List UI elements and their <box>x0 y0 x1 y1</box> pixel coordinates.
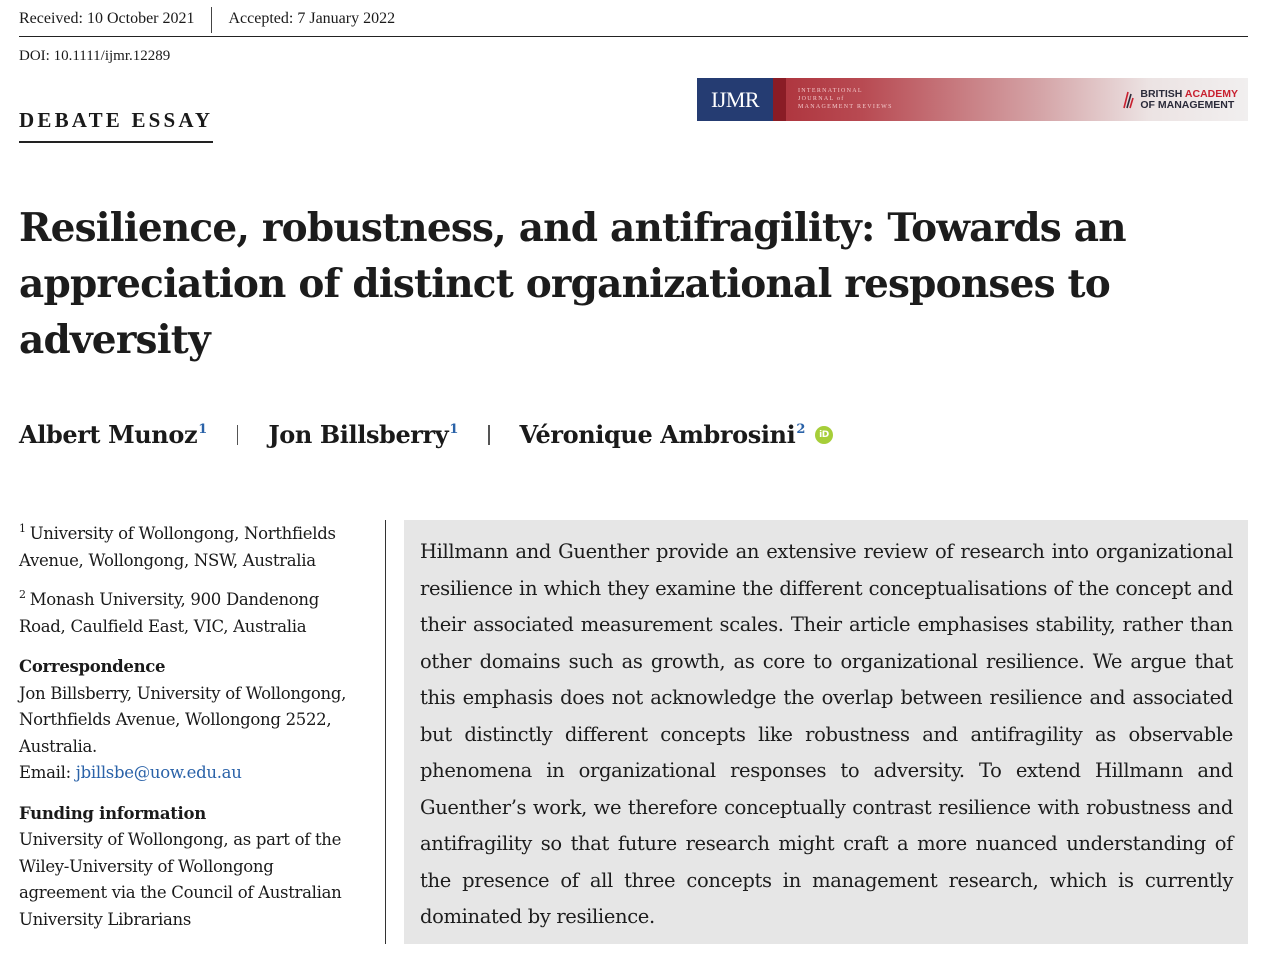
journal-name-line: INTERNATIONAL <box>798 88 863 94</box>
author-name: Albert Munoz <box>19 420 198 449</box>
affiliation-text: Monash University, 900 Dandenong Road, Caulfield East, VIC, Australia <box>19 590 320 636</box>
funding-heading: Funding information <box>19 803 206 823</box>
author-name: Jon Billsberry <box>268 420 449 449</box>
journal-banner <box>697 78 1248 121</box>
society-name-line: OF MANAGEMENT <box>1140 98 1235 111</box>
society-name-accent: ACADEMY <box>1184 87 1238 100</box>
author[interactable] <box>520 420 805 449</box>
article-title: Resilience, robustness, and antifragility: Towards an appreciation of distinct organizational responses to adversity <box>19 205 1126 363</box>
email-label: Email: <box>19 763 71 782</box>
journal-name-line: JOURNAL of <box>798 96 845 102</box>
author[interactable] <box>19 420 207 449</box>
article-type-label: DEBATE ESSAY <box>19 108 213 143</box>
funding-text: University of Wollongong, as part of the Wiley-University of Wollongong agreement via the Council of Australian University Librarians <box>19 830 342 929</box>
affiliation <box>19 516 364 574</box>
correspondence-address: Jon Billsberry, University of Wollongong, Northfields Avenue, Wollongong 2522, Australia. <box>19 683 347 756</box>
affiliation-text: University of Wollongong, Northfields Avenue, Wollongong, NSW, Australia <box>19 524 336 570</box>
affiliation-marker: 1 <box>198 422 207 437</box>
author-divider <box>488 425 490 445</box>
journal-name <box>798 87 968 121</box>
correspondence-heading: Correspondence <box>19 657 166 676</box>
column-divider <box>385 520 386 944</box>
affiliation <box>19 582 364 640</box>
email-link[interactable]: jbillsbe@uow.edu.au <box>75 763 242 782</box>
affiliation-number: 1 <box>19 522 26 535</box>
journal-logo <box>697 78 773 121</box>
society-name <box>1140 89 1238 111</box>
banner-stripe <box>773 78 786 121</box>
received-date: Received: 10 October 2021 <box>19 10 195 27</box>
doi-link[interactable]: DOI: 10.1111/ijmr.12289 <box>19 48 171 64</box>
affiliation-marker: 2 <box>796 422 805 437</box>
article-info-sidebar <box>19 516 364 933</box>
author-name: Véronique Ambrosini <box>519 420 796 449</box>
correspondence-email-row <box>19 760 364 787</box>
society-mark-icon <box>1122 90 1134 110</box>
affiliation-marker: 1 <box>449 422 459 437</box>
society-logo <box>1122 78 1238 121</box>
author-list <box>19 420 833 449</box>
author-divider <box>237 425 239 445</box>
journal-name-line: MANAGEMENT REVIEWS <box>798 104 893 110</box>
journal-abbrev: IJMR <box>710 86 760 112</box>
author[interactable] <box>268 420 458 449</box>
society-name-part: BRITISH <box>1140 87 1183 100</box>
article-dates-row <box>19 10 1248 37</box>
accepted-date: Accepted: 7 January 2022 <box>228 10 396 27</box>
abstract-box <box>404 520 1248 944</box>
affiliation-number: 2 <box>19 588 26 601</box>
orcid-icon[interactable]: iD <box>815 426 833 444</box>
abstract-text: Hillmann and Guenther provide an extensive review of research into organizational resilience in which they examine the different conceptualisations of the concept and their associated measurement scales. Their article emphasises stability, rather than other domains such as growth, as core to organizational resilience. We argue that this emphasis does not acknowledge the overlap between resilience and associated but distinctly different concepts like robustness and antifragility as observable phenomena in organizational responses to adversity. To extend Hillmann and Guenther’s work, we therefore conceptually contrast resilience with robustness and antifragility so that future research might craft a more nuanced understanding of the presence of all three concepts in management research, which is currently dominated by resilience. <box>420 540 1233 928</box>
